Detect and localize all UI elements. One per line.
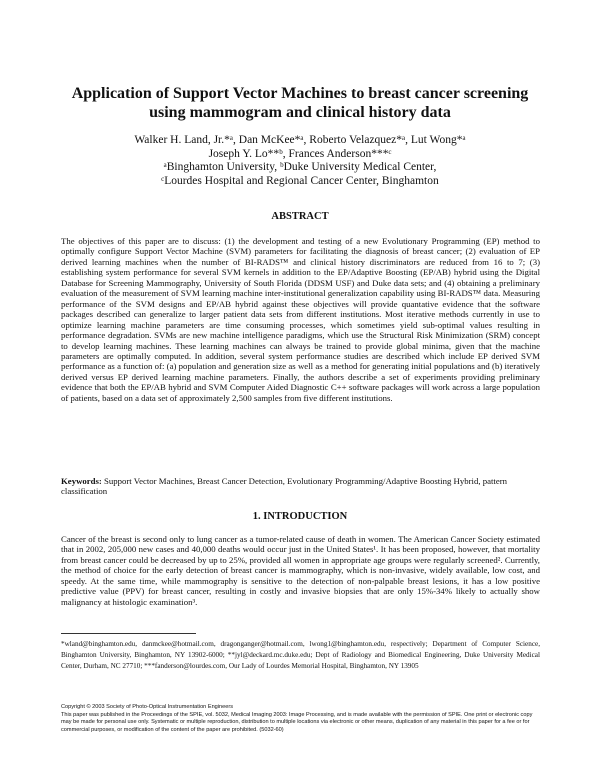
copyright-line-2: This paper was published in the Proceedings of the SPIE, vol. 5032, Medical Imaging 2003: Image Processing, and is made available with the permission of SPIE. One print or electronic copy may be made for personal use only. Systematic or multiple reproduction, distribution to multiple locations via electronic or other means, duplication of any material in this paper for a fee or for commercial purposes, or modification of the content of the paper are prohibited. (5032-60)	[61, 711, 533, 733]
keywords	[61, 476, 540, 497]
affiliation-line-2: ᶜLourdes Hospital and Regional Cancer Center, Binghamton	[161, 174, 439, 187]
affiliation-line-1: ᵃBinghamton University, ᵇDuke University Medical Center,	[163, 161, 437, 174]
paper-title	[60, 84, 540, 122]
footnote-divider	[61, 633, 196, 634]
keywords-label: Keywords:	[61, 476, 102, 486]
introduction-text: Cancer of the breast is second only to lung cancer as a tumor-related cause of death in women. The American Cancer Society estimated that in 2002, 205,000 new cases and 40,000 deaths would occur just in the United States¹. It has been proposed, however, that mortality from breast cancer could be decreased by up to 25%, provided all women in appropriate age groups were regularly screened². Currently, the method of choice for the early detection of breast cancer is mammography, which is non-invasive, widely available, low cost, and speedy. At the same time, while mammography is sensitive to the detection of non-palpable breast lesions, it has a low positive predictive value (PPV) for breast cancer, resulting in costly and invasive biopsies that are only 15%-34% likely to actually show malignancy at histologic examination³.	[61, 534, 540, 607]
title-line-1: Application of Support Vector Machines to breast cancer screening	[71, 85, 529, 102]
copyright-notice	[61, 704, 540, 734]
introduction-heading: 1. INTRODUCTION	[252, 511, 348, 522]
title-line-2: using mammogram and clinical history data	[149, 104, 451, 121]
copyright-line-1: Copyright © 2003 Society of Photo-Optical Instrumentation Engineers	[61, 704, 234, 710]
author-line-2: Joseph Y. Lo**ᵇ, Frances Anderson***ᶜ	[208, 147, 392, 160]
abstract-text: The objectives of this paper are to discuss: (1) the development and testing of a new Evolutionary Programming (EP) method to optimally configure Support Vector Machine (SVM) parameters for facilitating the diagnosis of breast cancer; (2) evaluation of EP derived learning machines when the number of BI-RADS™ and clinical history discriminators are reduced from 16 to 7; (3) establishing system performance for several SVM kernels in addition to the EP/Adaptive Boosting (EP/AB) hybrid using the Digital Database for Screening Mammography, University of South Florida (DDSM USF) and Duke data sets; and (4) obtaining a preliminary evaluation of the measurement of SVM learning machine inter-institutional generalization capability using BI-RADS™ data. Measuring performance of the SVM designs and EP/AB hybrid against these objectives will provide quantative evidence that the software packages described can generalize to larger patient data sets from different institutions. Most iterative methods currently in use to optimize learning machine parameters are time consuming processes, which sometimes yield sub-optimal values resulting in performance degradation. SVMs are new machine intelligence paradigms, which use the Structural Risk Minimization (SRM) concept to develop learning machines. These learning machines can always be trained to provide global minima, given that the machine parameters are optimally computed. In addition, several system performance studies are described which include EP derived SVM performance as a function of: (a) population and generation size as well as a method for generating initial populations and (b) iteratively derived versus EP derived learning machine parameters. Finally, the authors describe a set of experiments providing preliminary evidence that both the EP/AB hybrid and SVM Computer Aided Diagnostic C++ software packages will work across a large population of patients, based on a data set of approximately 2,500 samples from five different institutions.	[61, 236, 540, 403]
author-footnote: *wland@binghamton.edu, danmckee@hotmail.com, dragonganger@hotmail.com, lwong1@binghamton.edu, respectively; Department of Computer Science, Binghamton University, Binghamton, NY 13902-6000; **jyl@deckard.mc.duke.edu; Dept of Radiology and Biomedical Engineering, Duke University Medical Center, Durham, NC 27710; ***fanderson@lourdes.com, Our Lady of Lourdes Memorial Hospital, Binghamton, NY 13905	[61, 640, 540, 670]
keywords-text: Support Vector Machines, Breast Cancer Detection, Evolutionary Programming/Adaptive Boosting Hybrid, pattern classification	[61, 476, 507, 497]
abstract-heading: ABSTRACT	[271, 211, 329, 222]
author-block	[60, 134, 540, 188]
author-line-1: Walker H. Land, Jr.*ᵃ, Dan McKee*ᵃ, Roberto Velazquez*ᵃ, Lut Wong*ᵃ	[134, 134, 466, 146]
